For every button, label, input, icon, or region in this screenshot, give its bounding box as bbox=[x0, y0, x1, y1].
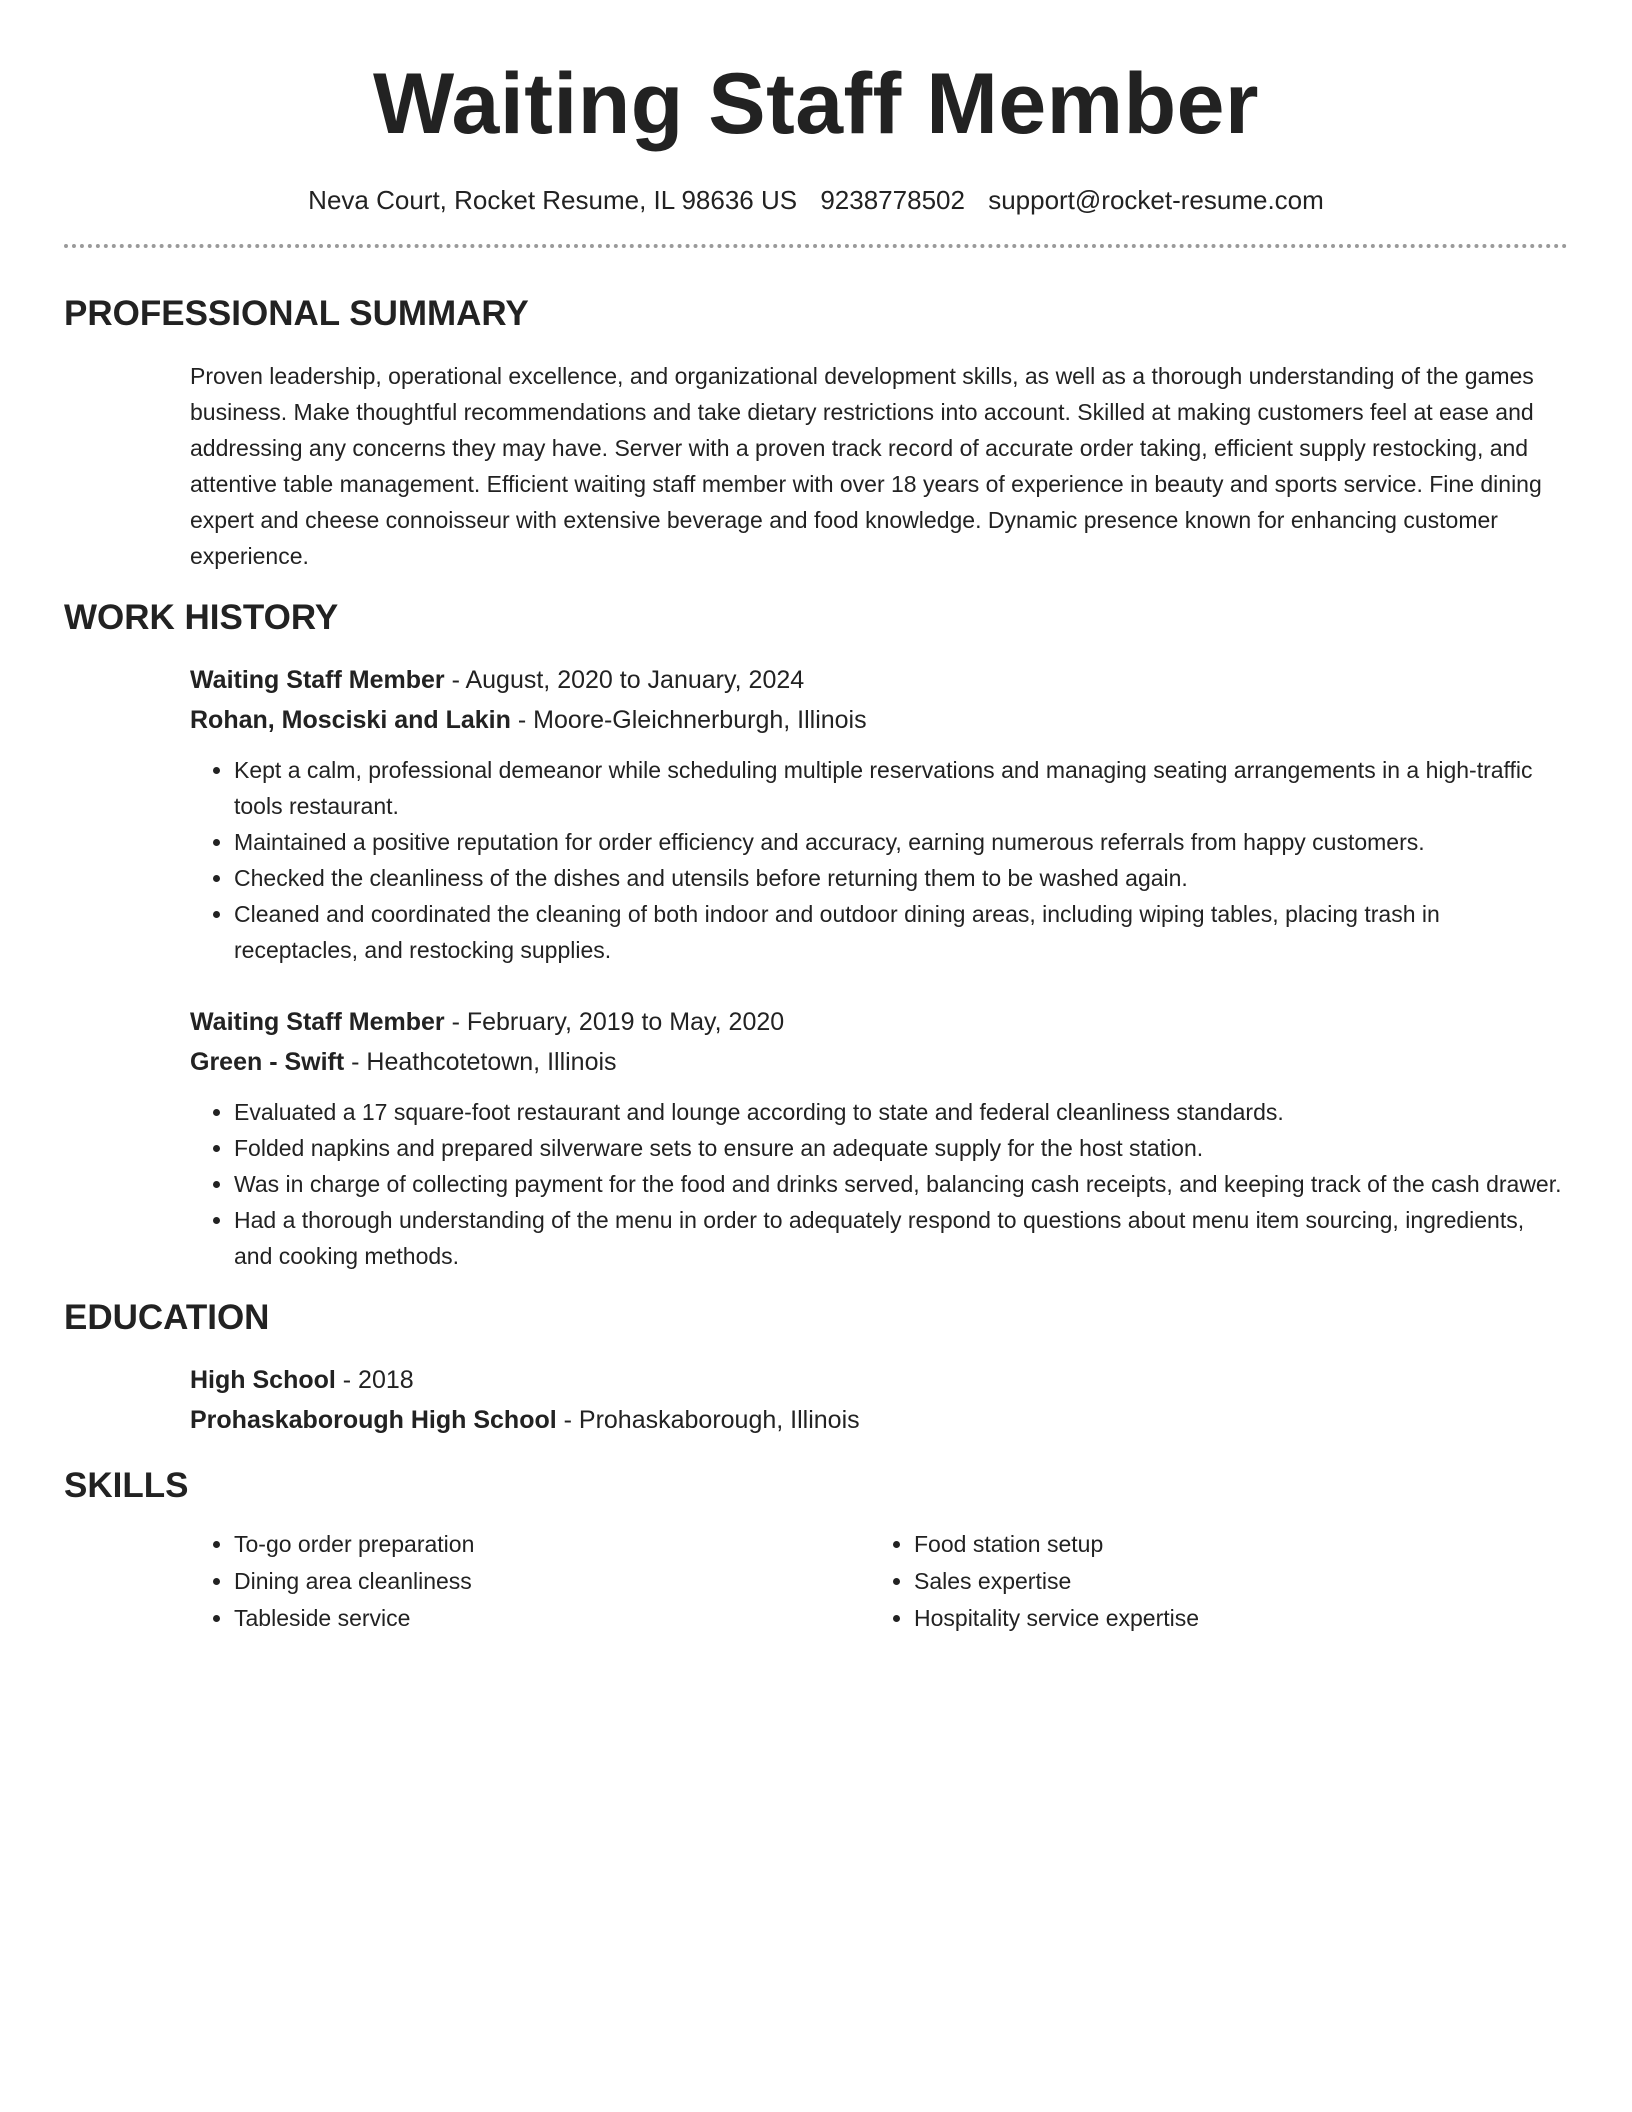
contact-email: support@rocket-resume.com bbox=[988, 185, 1324, 215]
resume-name: Waiting Staff Member bbox=[373, 56, 1259, 152]
skill-item: • Tableside service bbox=[234, 1600, 870, 1637]
section-title-summary: PROFESSIONAL SUMMARY bbox=[64, 294, 529, 333]
contact-line bbox=[64, 182, 1568, 218]
skill-item: • To-go order preparation bbox=[234, 1526, 870, 1563]
header-divider bbox=[64, 244, 1568, 248]
job-company-line bbox=[190, 1042, 1568, 1082]
education-entry bbox=[190, 1360, 1568, 1440]
skills-column-right bbox=[870, 1526, 1550, 1637]
job-role: Waiting Staff Member bbox=[190, 666, 445, 694]
section-title-skills: SKILLS bbox=[64, 1466, 189, 1505]
job-location: - Moore-Gleichnerburgh, Illinois bbox=[510, 706, 867, 734]
job-role-line bbox=[190, 660, 1568, 700]
skills-column-left bbox=[190, 1526, 870, 1637]
skills-grid bbox=[190, 1526, 1568, 1637]
job-company: Rohan, Mosciski and Lakin bbox=[190, 706, 511, 734]
list-item: • Kept a calm, professional demeanor while scheduling multiple reservations and managing seating arrangements in a high-traffic tools restaurant. bbox=[234, 752, 1568, 824]
contact-phone: 9238778502 bbox=[820, 185, 965, 215]
education-school: Prohaskaborough High School bbox=[190, 1406, 557, 1434]
job-role: Waiting Staff Member bbox=[190, 1008, 445, 1036]
job-bullets bbox=[190, 752, 1568, 968]
education-location: - Prohaskaborough, Illinois bbox=[556, 1406, 860, 1434]
summary-text: Proven leadership, operational excellence, and organizational development skills, as well as a thorough understanding of the games business. Make thoughtful recommendations and take dietary restrictions into account. Skilled at making customers feel at ease and addressing any concerns they may have. Server with a proven track record of accurate order taking, efficient supply restocking, and attentive table management. Efficient waiting staff member with over 18 years of experience in beauty and sports service. Fine dining expert and cheese connoisseur with extensive beverage and food knowledge. Dynamic presence known for enhancing customer experience. bbox=[190, 363, 1542, 569]
education-degree: High School bbox=[190, 1366, 336, 1394]
skill-item: • Sales expertise bbox=[914, 1563, 1550, 1600]
job-company-line bbox=[190, 700, 1568, 740]
job-location: - Heathcotetown, Illinois bbox=[344, 1048, 617, 1076]
education-year: - 2018 bbox=[335, 1366, 414, 1394]
job-company: Green - Swift bbox=[190, 1048, 345, 1076]
list-item: • Evaluated a 17 square-foot restaurant and lounge according to state and federal cleanliness standards. bbox=[234, 1094, 1568, 1130]
job-entry bbox=[190, 1002, 1568, 1274]
contact-address: Neva Court, Rocket Resume, IL 98636 US bbox=[308, 185, 798, 215]
skill-item: • Dining area cleanliness bbox=[234, 1563, 870, 1600]
skill-item: • Hospitality service expertise bbox=[914, 1600, 1550, 1637]
job-role-line bbox=[190, 1002, 1568, 1042]
list-item: • Cleaned and coordinated the cleaning of both indoor and outdoor dining areas, including wiping tables, placing trash in receptacles, and restocking supplies. bbox=[234, 896, 1568, 968]
job-dates: - August, 2020 to January, 2024 bbox=[444, 666, 805, 694]
section-title-education: EDUCATION bbox=[64, 1298, 270, 1337]
section-title-work-history: WORK HISTORY bbox=[64, 598, 339, 637]
list-item: • Folded napkins and prepared silverware sets to ensure an adequate supply for the host station. bbox=[234, 1130, 1568, 1166]
job-dates: - February, 2019 to May, 2020 bbox=[444, 1008, 785, 1036]
list-item: • Maintained a positive reputation for order efficiency and accuracy, earning numerous referrals from happy customers. bbox=[234, 824, 1568, 860]
list-item: • Checked the cleanliness of the dishes and utensils before returning them to be washed again. bbox=[234, 860, 1568, 896]
job-bullets bbox=[190, 1094, 1568, 1274]
skill-item: • Food station setup bbox=[914, 1526, 1550, 1563]
list-item: • Had a thorough understanding of the menu in order to adequately respond to questions about menu item sourcing, ingredients, and cooking methods. bbox=[234, 1202, 1568, 1274]
education-degree-line bbox=[190, 1360, 1568, 1400]
education-school-line bbox=[190, 1400, 1568, 1440]
list-item: • Was in charge of collecting payment for the food and drinks served, balancing cash receipts, and keeping track of the cash drawer. bbox=[234, 1166, 1568, 1202]
job-entry bbox=[190, 660, 1568, 968]
